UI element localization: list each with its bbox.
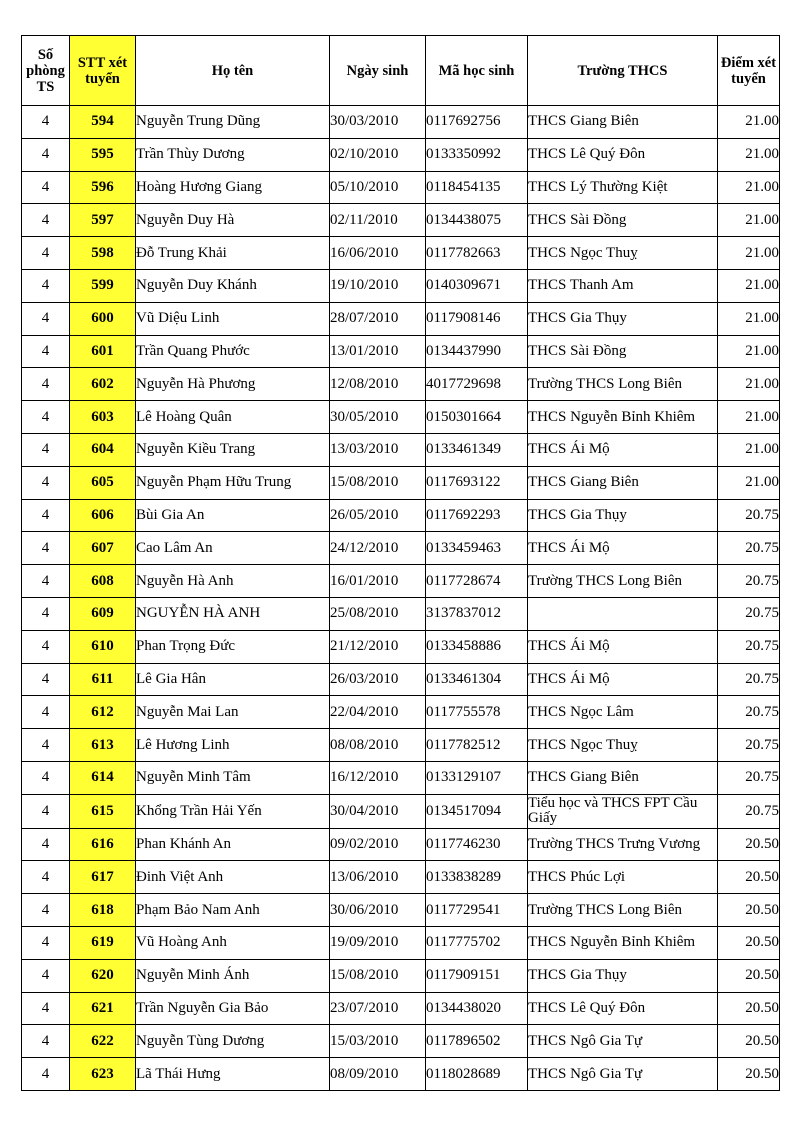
cell-room: 4 (22, 794, 70, 828)
cell-score: 20.75 (718, 729, 780, 762)
cell-school: THCS Gia Thụy (528, 302, 718, 335)
cell-code: 0117896502 (426, 1025, 528, 1058)
cell-dob: 15/08/2010 (330, 466, 426, 499)
table-row (22, 959, 780, 992)
header-code: Mã học sinh (426, 36, 528, 106)
cell-stt: 610 (70, 630, 136, 663)
cell-name: Đỗ Trung Khải (136, 237, 330, 270)
cell-score: 20.50 (718, 959, 780, 992)
table-row (22, 368, 780, 401)
cell-name: Nguyễn Trung Dũng (136, 106, 330, 139)
cell-code: 0133129107 (426, 761, 528, 794)
cell-school: THCS Ái Mộ (528, 433, 718, 466)
cell-name: Cao Lâm An (136, 532, 330, 565)
cell-dob: 30/06/2010 (330, 894, 426, 927)
cell-room: 4 (22, 1058, 70, 1091)
table-row (22, 597, 780, 630)
cell-name: Vũ Diệu Linh (136, 302, 330, 335)
table-row (22, 828, 780, 861)
cell-code: 0117755578 (426, 696, 528, 729)
cell-name: Lê Gia Hân (136, 663, 330, 696)
cell-stt: 604 (70, 433, 136, 466)
cell-dob: 16/01/2010 (330, 565, 426, 598)
cell-stt: 594 (70, 106, 136, 139)
cell-school: THCS Ái Mộ (528, 532, 718, 565)
cell-stt: 608 (70, 565, 136, 598)
cell-code: 0117782663 (426, 237, 528, 270)
cell-school: THCS Nguyễn Bỉnh Khiêm (528, 926, 718, 959)
header-name: Họ tên (136, 36, 330, 106)
cell-score: 20.75 (718, 663, 780, 696)
cell-stt: 601 (70, 335, 136, 368)
cell-room: 4 (22, 761, 70, 794)
cell-name: Nguyễn Phạm Hữu Trung (136, 466, 330, 499)
cell-stt: 600 (70, 302, 136, 335)
table-row (22, 992, 780, 1025)
cell-dob: 12/08/2010 (330, 368, 426, 401)
cell-dob: 25/08/2010 (330, 597, 426, 630)
cell-score: 20.50 (718, 1025, 780, 1058)
cell-score: 20.75 (718, 532, 780, 565)
table-row (22, 861, 780, 894)
cell-score: 20.50 (718, 828, 780, 861)
cell-code: 0117693122 (426, 466, 528, 499)
cell-room: 4 (22, 565, 70, 598)
cell-room: 4 (22, 729, 70, 762)
cell-code: 0117909151 (426, 959, 528, 992)
table-row (22, 433, 780, 466)
cell-score: 21.00 (718, 106, 780, 139)
cell-name: Nguyễn Minh Tâm (136, 761, 330, 794)
cell-stt: 606 (70, 499, 136, 532)
cell-room: 4 (22, 204, 70, 237)
cell-room: 4 (22, 894, 70, 927)
table-row (22, 171, 780, 204)
cell-dob: 26/05/2010 (330, 499, 426, 532)
cell-stt: 614 (70, 761, 136, 794)
table-row (22, 401, 780, 434)
cell-code: 0117692293 (426, 499, 528, 532)
cell-name: Nguyễn Mai Lan (136, 696, 330, 729)
cell-dob: 30/03/2010 (330, 106, 426, 139)
cell-room: 4 (22, 368, 70, 401)
cell-room: 4 (22, 532, 70, 565)
cell-score: 20.50 (718, 861, 780, 894)
cell-score: 20.75 (718, 565, 780, 598)
cell-name: Nguyễn Kiều Trang (136, 433, 330, 466)
cell-score: 20.75 (718, 499, 780, 532)
cell-stt: 611 (70, 663, 136, 696)
cell-code: 0117782512 (426, 729, 528, 762)
cell-code: 0134438020 (426, 992, 528, 1025)
cell-stt: 602 (70, 368, 136, 401)
cell-dob: 13/06/2010 (330, 861, 426, 894)
cell-score: 21.00 (718, 302, 780, 335)
cell-score: 20.75 (718, 794, 780, 828)
cell-code: 0117908146 (426, 302, 528, 335)
cell-stt: 618 (70, 894, 136, 927)
cell-name: NGUYỄN HÀ ANH (136, 597, 330, 630)
cell-room: 4 (22, 138, 70, 171)
cell-room: 4 (22, 106, 70, 139)
cell-dob: 23/07/2010 (330, 992, 426, 1025)
cell-score: 21.00 (718, 401, 780, 434)
cell-school: THCS Ngô Gia Tự (528, 1025, 718, 1058)
cell-code: 0117746230 (426, 828, 528, 861)
cell-name: Lê Hương Linh (136, 729, 330, 762)
table-row (22, 1058, 780, 1091)
table-header (22, 36, 780, 106)
cell-score: 20.50 (718, 894, 780, 927)
cell-room: 4 (22, 335, 70, 368)
cell-school: THCS Phúc Lợi (528, 861, 718, 894)
cell-school: THCS Gia Thụy (528, 499, 718, 532)
cell-name: Nguyễn Tùng Dương (136, 1025, 330, 1058)
cell-code: 0117728674 (426, 565, 528, 598)
cell-code: 0133458886 (426, 630, 528, 663)
table-row (22, 269, 780, 302)
cell-room: 4 (22, 959, 70, 992)
cell-score: 20.50 (718, 992, 780, 1025)
table-row (22, 729, 780, 762)
admission-list-table (21, 35, 780, 1091)
table-row (22, 761, 780, 794)
cell-stt: 605 (70, 466, 136, 499)
cell-dob: 08/09/2010 (330, 1058, 426, 1091)
table-row (22, 237, 780, 270)
cell-name: Lê Hoàng Quân (136, 401, 330, 434)
cell-dob: 19/10/2010 (330, 269, 426, 302)
cell-stt: 597 (70, 204, 136, 237)
cell-stt: 599 (70, 269, 136, 302)
cell-dob: 24/12/2010 (330, 532, 426, 565)
cell-dob: 09/02/2010 (330, 828, 426, 861)
cell-school: THCS Sài Đồng (528, 335, 718, 368)
cell-school: THCS Ái Mộ (528, 630, 718, 663)
cell-school: THCS Giang Biên (528, 761, 718, 794)
cell-stt: 603 (70, 401, 136, 434)
cell-code: 0133838289 (426, 861, 528, 894)
table-row (22, 894, 780, 927)
cell-stt: 595 (70, 138, 136, 171)
header-stt: STT xét tuyển (70, 36, 136, 106)
header-row (22, 36, 780, 106)
cell-room: 4 (22, 630, 70, 663)
cell-school: THCS Gia Thụy (528, 959, 718, 992)
cell-score: 21.00 (718, 269, 780, 302)
table-row (22, 630, 780, 663)
cell-school: THCS Ngọc Lâm (528, 696, 718, 729)
cell-dob: 19/09/2010 (330, 926, 426, 959)
cell-school: THCS Lê Quý Đôn (528, 992, 718, 1025)
cell-stt: 617 (70, 861, 136, 894)
table-body (22, 106, 780, 1091)
cell-school: Trường THCS Long Biên (528, 894, 718, 927)
cell-score: 21.00 (718, 335, 780, 368)
cell-score: 21.00 (718, 368, 780, 401)
cell-school: THCS Lý Thường Kiệt (528, 171, 718, 204)
cell-code: 0133461349 (426, 433, 528, 466)
table-row (22, 106, 780, 139)
cell-school: THCS Giang Biên (528, 106, 718, 139)
header-school: Trường THCS (528, 36, 718, 106)
cell-room: 4 (22, 171, 70, 204)
cell-code: 0134437990 (426, 335, 528, 368)
cell-name: Đinh Việt Anh (136, 861, 330, 894)
cell-dob: 16/12/2010 (330, 761, 426, 794)
cell-dob: 08/08/2010 (330, 729, 426, 762)
cell-dob: 16/06/2010 (330, 237, 426, 270)
cell-code: 0118454135 (426, 171, 528, 204)
cell-name: Phạm Bảo Nam Anh (136, 894, 330, 927)
cell-room: 4 (22, 861, 70, 894)
table-row (22, 204, 780, 237)
cell-code: 0134438075 (426, 204, 528, 237)
cell-name: Trần Quang Phước (136, 335, 330, 368)
cell-score: 20.75 (718, 696, 780, 729)
cell-name: Nguyễn Duy Khánh (136, 269, 330, 302)
cell-code: 0117692756 (426, 106, 528, 139)
cell-stt: 596 (70, 171, 136, 204)
cell-school: Trường THCS Long Biên (528, 565, 718, 598)
cell-school: THCS Sài Đồng (528, 204, 718, 237)
cell-school: THCS Ái Mộ (528, 663, 718, 696)
cell-score: 20.75 (718, 597, 780, 630)
cell-stt: 622 (70, 1025, 136, 1058)
cell-room: 4 (22, 696, 70, 729)
cell-name: Nguyễn Minh Ánh (136, 959, 330, 992)
cell-code: 0118028689 (426, 1058, 528, 1091)
cell-dob: 28/07/2010 (330, 302, 426, 335)
cell-room: 4 (22, 992, 70, 1025)
cell-school (528, 597, 718, 630)
cell-code: 0140309671 (426, 269, 528, 302)
cell-stt: 620 (70, 959, 136, 992)
cell-name: Bùi Gia An (136, 499, 330, 532)
cell-name: Nguyễn Hà Anh (136, 565, 330, 598)
cell-dob: 05/10/2010 (330, 171, 426, 204)
header-room: Số phòng TS (22, 36, 70, 106)
cell-name: Vũ Hoàng Anh (136, 926, 330, 959)
cell-school: Tiểu học và THCS FPT Cầu Giấy (528, 794, 718, 828)
cell-name: Lã Thái Hưng (136, 1058, 330, 1091)
cell-name: Trần Thùy Dương (136, 138, 330, 171)
cell-dob: 30/04/2010 (330, 794, 426, 828)
cell-room: 4 (22, 828, 70, 861)
cell-room: 4 (22, 663, 70, 696)
header-score: Điểm xét tuyển (718, 36, 780, 106)
cell-code: 0117729541 (426, 894, 528, 927)
cell-stt: 613 (70, 729, 136, 762)
cell-stt: 609 (70, 597, 136, 630)
cell-dob: 13/01/2010 (330, 335, 426, 368)
cell-name: Phan Khánh An (136, 828, 330, 861)
cell-school: THCS Ngọc Thuỵ (528, 729, 718, 762)
cell-name: Hoàng Hương Giang (136, 171, 330, 204)
cell-dob: 02/11/2010 (330, 204, 426, 237)
table-row (22, 663, 780, 696)
cell-score: 21.00 (718, 466, 780, 499)
cell-score: 21.00 (718, 171, 780, 204)
cell-stt: 619 (70, 926, 136, 959)
table-row (22, 1025, 780, 1058)
cell-dob: 22/04/2010 (330, 696, 426, 729)
header-dob: Ngày sinh (330, 36, 426, 106)
cell-name: Trần Nguyễn Gia Bảo (136, 992, 330, 1025)
cell-room: 4 (22, 499, 70, 532)
cell-stt: 612 (70, 696, 136, 729)
cell-score: 20.50 (718, 926, 780, 959)
cell-code: 3137837012 (426, 597, 528, 630)
cell-stt: 621 (70, 992, 136, 1025)
cell-name: Nguyễn Duy Hà (136, 204, 330, 237)
cell-dob: 30/05/2010 (330, 401, 426, 434)
table-row (22, 532, 780, 565)
cell-dob: 15/08/2010 (330, 959, 426, 992)
cell-code: 0150301664 (426, 401, 528, 434)
cell-score: 20.75 (718, 630, 780, 663)
cell-score: 21.00 (718, 204, 780, 237)
cell-stt: 615 (70, 794, 136, 828)
cell-dob: 02/10/2010 (330, 138, 426, 171)
cell-dob: 13/03/2010 (330, 433, 426, 466)
cell-school: THCS Ngọc Thuỵ (528, 237, 718, 270)
cell-code: 0133461304 (426, 663, 528, 696)
cell-name: Phan Trọng Đức (136, 630, 330, 663)
cell-stt: 607 (70, 532, 136, 565)
cell-school: Trường THCS Long Biên (528, 368, 718, 401)
cell-room: 4 (22, 1025, 70, 1058)
cell-code: 0134517094 (426, 794, 528, 828)
cell-dob: 15/03/2010 (330, 1025, 426, 1058)
cell-code: 0133350992 (426, 138, 528, 171)
cell-school: THCS Nguyễn Bỉnh Khiêm (528, 401, 718, 434)
table-row (22, 696, 780, 729)
cell-stt: 616 (70, 828, 136, 861)
table-row (22, 794, 780, 828)
cell-room: 4 (22, 302, 70, 335)
table-row (22, 466, 780, 499)
cell-name: Khổng Trần Hải Yến (136, 794, 330, 828)
cell-code: 4017729698 (426, 368, 528, 401)
cell-room: 4 (22, 466, 70, 499)
cell-room: 4 (22, 926, 70, 959)
cell-room: 4 (22, 401, 70, 434)
cell-score: 20.75 (718, 761, 780, 794)
cell-stt: 623 (70, 1058, 136, 1091)
cell-dob: 21/12/2010 (330, 630, 426, 663)
cell-school: THCS Giang Biên (528, 466, 718, 499)
table-row (22, 565, 780, 598)
cell-school: Trường THCS Trưng Vương (528, 828, 718, 861)
cell-code: 0133459463 (426, 532, 528, 565)
cell-score: 21.00 (718, 138, 780, 171)
table-row (22, 499, 780, 532)
cell-code: 0117775702 (426, 926, 528, 959)
cell-room: 4 (22, 269, 70, 302)
cell-name: Nguyễn Hà Phương (136, 368, 330, 401)
cell-school: THCS Ngô Gia Tự (528, 1058, 718, 1091)
cell-score: 21.00 (718, 237, 780, 270)
cell-score: 21.00 (718, 433, 780, 466)
cell-school: THCS Thanh Am (528, 269, 718, 302)
cell-dob: 26/03/2010 (330, 663, 426, 696)
cell-room: 4 (22, 597, 70, 630)
table-row (22, 302, 780, 335)
table-row (22, 138, 780, 171)
cell-school: THCS Lê Quý Đôn (528, 138, 718, 171)
cell-stt: 598 (70, 237, 136, 270)
cell-score: 20.50 (718, 1058, 780, 1091)
cell-room: 4 (22, 433, 70, 466)
table-row (22, 335, 780, 368)
table-row (22, 926, 780, 959)
cell-room: 4 (22, 237, 70, 270)
